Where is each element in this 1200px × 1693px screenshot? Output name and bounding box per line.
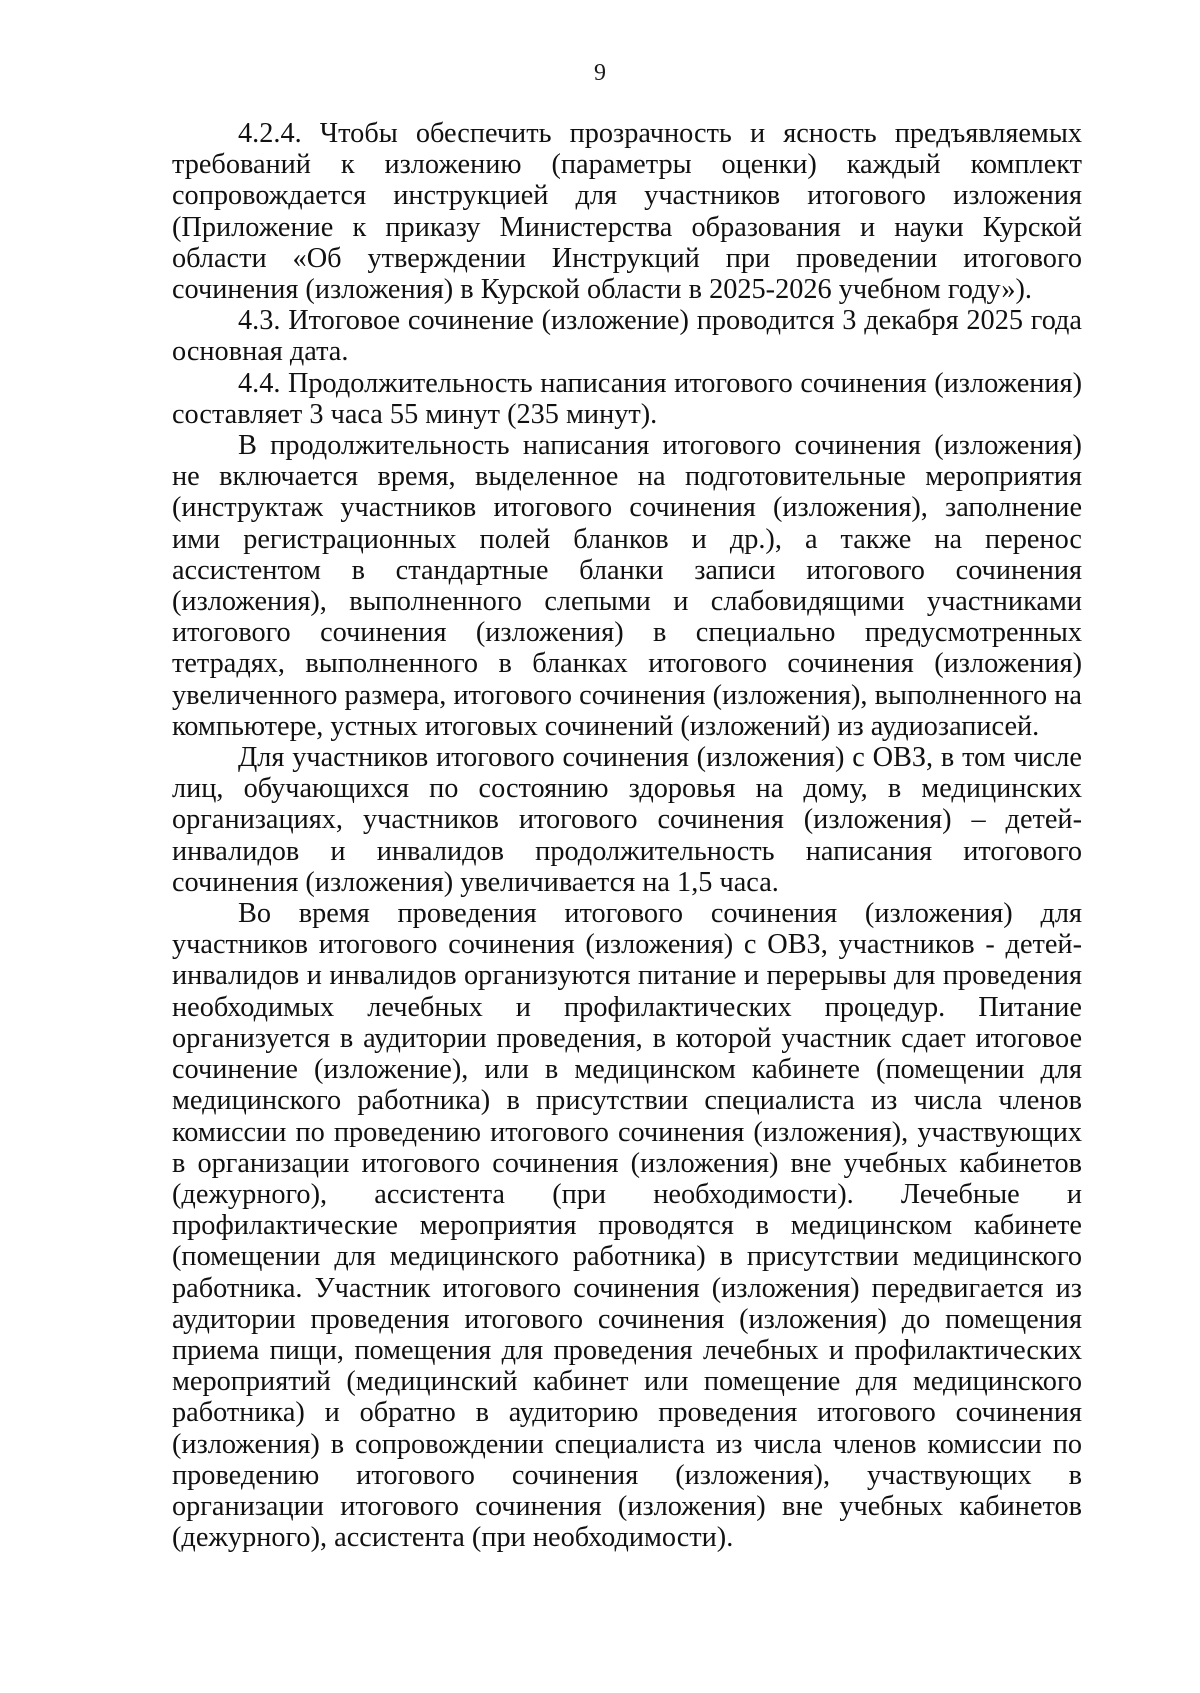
paragraph-4-2-4: 4.2.4. Чтобы обеспечить прозрачность и ясность предъявляемых требований к изложению (параметры оценки) каждый комплект сопровождается инструкцией для участников итогового изложения (Приложение к приказу Министерства образования и науки Курской области «Об утверждении Инструкций при проведении итогового сочинения (изложения) в Курской области в 2025-2026 учебном году»). bbox=[172, 118, 1082, 306]
paragraph-duration-exclusions: В продолжительность написания итогового сочинения (изложения) не включается время, выделенное на подготовительные мероприятия (инструктаж участников итогового сочинения (изложения), заполнение ими регистрационных полей бланков и др.), а также на перенос ассистентом в стандартные бланки записи итогового сочинения (изложения), выполненного слепыми и слабовидящими участниками итогового сочинения (изложения) в специально предусмотренных тетрадях, выполненного в бланках итогового сочинения (изложения) увеличенного размера, итогового сочинения (изложения), выполненного на компьютере, устных итоговых сочинений (изложений) из аудиозаписей. bbox=[172, 430, 1082, 742]
document-body bbox=[172, 118, 1082, 1553]
paragraph-4-3: 4.3. Итоговое сочинение (изложение) проводится 3 декабря 2025 года основная дата. bbox=[172, 305, 1082, 368]
paragraph-4-4: 4.4. Продолжительность написания итогового сочинения (изложения) составляет 3 часа 55 минут (235 минут). bbox=[172, 367, 1082, 430]
paragraph-ovz-extension: Для участников итогового сочинения (изложения) с ОВЗ, в том числе лиц, обучающихся по состоянию здоровья на дому, в медицинских организациях, участников итогового сочинения (изложения) – детей-инвалидов и инвалидов продолжительность написания итогового сочинения (изложения) увеличивается на 1,5 часа. bbox=[172, 742, 1082, 898]
paragraph-meals-and-breaks: Во время проведения итогового сочинения (изложения) для участников итогового сочинения (изложения) с ОВЗ, участников - детей-инвалидов и инвалидов организуются питание и перерывы для проведения необходимых лечебных и профилактических процедур. Питание организуется в аудитории проведения, в которой участник сдает итоговое сочинение (изложение), или в медицинском кабинете (помещении для медицинского работника) в присутствии специалиста из числа членов комиссии по проведению итогового сочинения (изложения), участвующих в организации итогового сочинения (изложения) вне учебных кабинетов (дежурного), ассистента (при необходимости). Лечебные и профилактические мероприятия проводятся в медицинском кабинете (помещении для медицинского работника) в присутствии медицинского работника. Участник итогового сочинения (изложения) передвигается из аудитории проведения итогового сочинения (изложения) до помещения приема пищи, помещения для проведения лечебных и профилактических мероприятий (медицинский кабинет или помещение для медицинского работника) и обратно в аудиторию проведения итогового сочинения (изложения) в сопровождении специалиста из числа членов комиссии по проведению итогового сочинения (изложения), участвующих в организации итогового сочинения (изложения) вне учебных кабинетов (дежурного), ассистента (при необходимости). bbox=[172, 898, 1082, 1554]
page-number: 9 bbox=[594, 60, 606, 86]
